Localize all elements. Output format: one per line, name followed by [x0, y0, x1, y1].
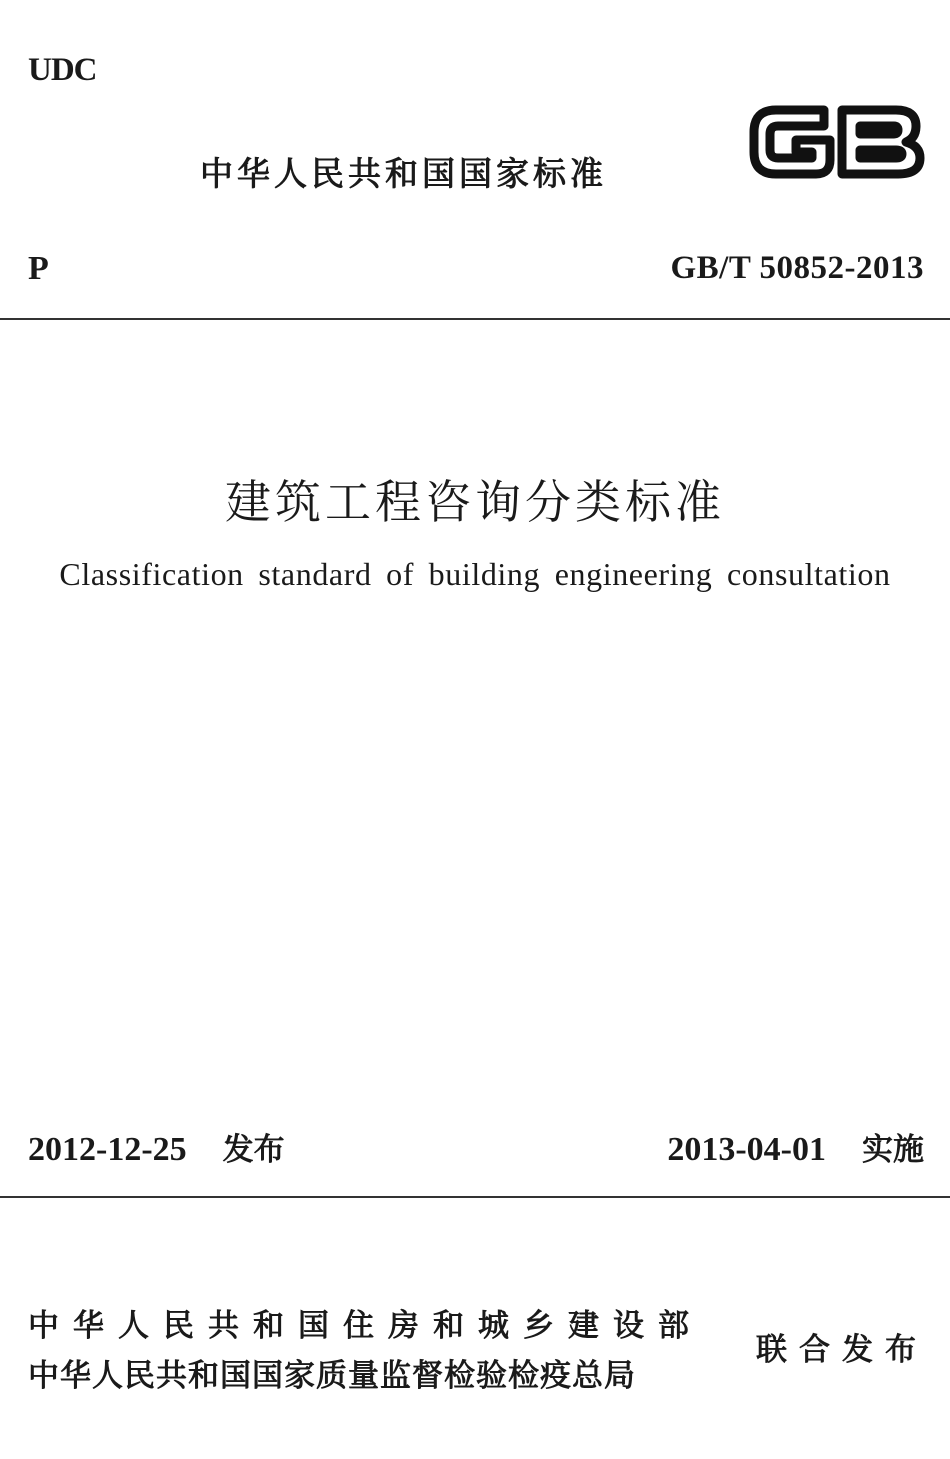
issue-date: 2012-12-25 [28, 1131, 187, 1168]
top-divider [0, 318, 950, 320]
national-standard-label: 中华人民共和国国家标准 [200, 154, 607, 193]
publisher-line-2: 中华人民共和国国家质量监督检验检疫总局 [28, 1358, 636, 1394]
implement-date-block [667, 1124, 924, 1169]
issue-label: 发布 [222, 1132, 285, 1168]
udc-label: UDC [28, 52, 97, 88]
title-chinese: 建筑工程咨询分类标准 [225, 475, 725, 529]
implement-label: 实施 [862, 1132, 924, 1168]
issue-date-block [28, 1124, 285, 1169]
category-code: P [28, 250, 49, 287]
joint-publish-label: 联合发布 [756, 1332, 928, 1368]
gb-logo [746, 96, 926, 186]
implement-date: 2013-04-01 [667, 1131, 826, 1168]
standard-number: GB/T 50852-2013 [670, 250, 924, 286]
bottom-divider [0, 1196, 950, 1198]
title-english: Classification standard of building engineering consultation [59, 556, 891, 592]
publisher-line-1: 中华人民共和国住房和城乡建设部 [28, 1308, 703, 1344]
